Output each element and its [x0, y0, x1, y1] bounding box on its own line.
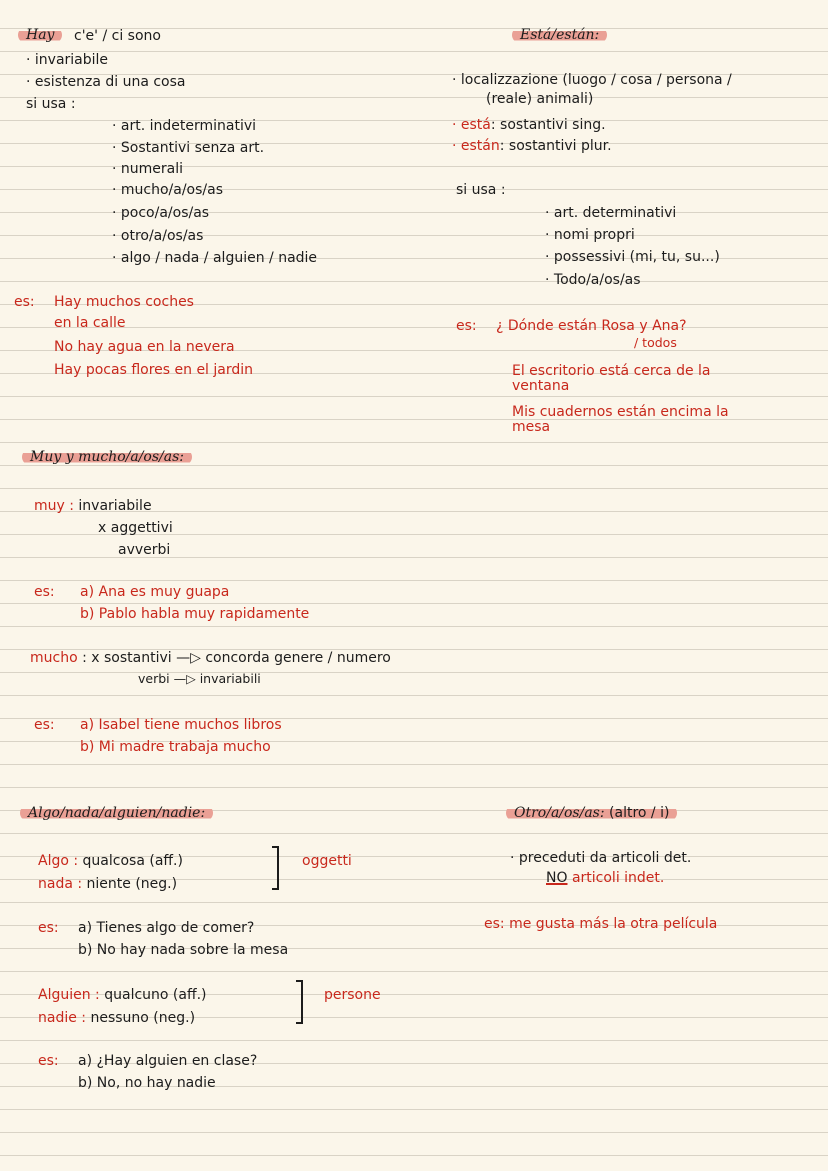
algo-line — [38, 853, 183, 869]
esta-localization: · localizzazione (luogo / cosa / persona / — [452, 72, 732, 88]
esta-example: ventana — [512, 378, 570, 394]
estan-word: · están — [452, 138, 500, 154]
alguien-label: Alguien : — [38, 987, 100, 1003]
hay-use: · art. indeterminativi — [112, 118, 257, 134]
muy-heading: Muy y mucho/a/os/as: — [22, 449, 192, 465]
esta-localization-2: (reale) animali) — [486, 91, 594, 107]
estan-plur-line — [452, 138, 612, 154]
alguien-line — [38, 987, 207, 1003]
alguien-persons-label: persone — [324, 987, 381, 1003]
nadie-desc: nessuno (neg.) — [90, 1010, 196, 1026]
esta-example-note: / todos — [634, 335, 677, 350]
otro-example-line — [484, 916, 717, 932]
mucho-line — [30, 650, 391, 666]
esta-word: · está — [452, 117, 491, 133]
alguien-desc: qualcuno (aff.) — [104, 987, 207, 1003]
hay-heading-sub: c'e' / ci sono — [74, 28, 161, 44]
otro-no-label: NO — [546, 870, 568, 886]
otro-examples-label: es: — [484, 916, 505, 932]
estan-plur-desc: : sostantivi plur. — [499, 138, 612, 154]
esta-example: ¿ Dónde están Rosa y Ana? — [496, 318, 687, 334]
muy-example: a) Ana es muy guapa — [80, 584, 230, 600]
esta-si-usa: si usa : — [456, 182, 506, 198]
mucho-desc-2: verbi —▷ invariabili — [138, 671, 261, 686]
otro-heading: Otro/a/os/as: (altro / i) — [506, 805, 677, 821]
muy-label: muy : — [34, 498, 74, 514]
muy-item: x aggettivi — [98, 520, 173, 536]
algo-example: a) Tienes algo de comer? — [78, 920, 255, 936]
muy-item: avverbi — [118, 542, 171, 558]
hay-item: · invariabile — [26, 52, 109, 68]
hay-example: Hay muchos coches — [54, 294, 194, 310]
alguien-examples-label: es: — [38, 1053, 59, 1069]
muy-example: b) Pablo habla muy rapidamente — [80, 606, 310, 622]
esta-use: · possessivi (mi, tu, su...) — [545, 249, 720, 265]
hay-use: · mucho/a/os/as — [112, 182, 224, 198]
algo-heading: Algo/nada/alguien/nadie: — [20, 805, 213, 821]
esta-use: · art. determinativi — [545, 205, 677, 221]
esta-use: · nomi propri — [545, 227, 635, 243]
otro-line: · preceduti da articoli det. — [510, 850, 692, 866]
hay-example: Hay pocas flores en el jardin — [54, 362, 254, 378]
hay-examples-label: es: — [14, 294, 35, 310]
hay-use: · numerali — [112, 161, 184, 177]
hay-use: · Sostantivi senza art. — [112, 140, 265, 156]
algo-example: b) No hay nada sobre la mesa — [78, 942, 289, 958]
alguien-example: a) ¿Hay alguien en clase? — [78, 1053, 258, 1069]
muy-examples-label: es: — [34, 584, 55, 600]
hay-use: · poco/a/os/as — [112, 205, 210, 221]
otro-example: me gusta más la otra película — [509, 916, 718, 932]
nadie-line — [38, 1010, 195, 1026]
nadie-label: nadie : — [38, 1010, 87, 1026]
hay-example: No hay agua en la nevera — [54, 339, 235, 355]
otro-indet: articoli indet. — [571, 870, 665, 886]
mucho-example: a) Isabel tiene muchos libros — [80, 717, 282, 733]
muy-desc: invariabile — [78, 498, 152, 514]
nada-label: nada : — [38, 876, 83, 892]
esta-examples-label: es: — [456, 318, 477, 334]
esta-example: El escritorio está cerca de la — [512, 363, 711, 379]
algo-examples-label: es: — [38, 920, 59, 936]
algo-desc: qualcosa (aff.) — [82, 853, 183, 869]
muy-line — [34, 498, 152, 514]
hay-heading: Hay — [18, 27, 62, 43]
alguien-bracket — [296, 980, 303, 1024]
algo-objects-label: oggetti — [302, 853, 352, 869]
nada-desc: niente (neg.) — [86, 876, 178, 892]
mucho-examples-label: es: — [34, 717, 55, 733]
otro-heading-sub: (altro / i) — [609, 805, 670, 821]
hay-item: si usa : — [26, 96, 76, 112]
hay-item: · esistenza di una cosa — [26, 74, 186, 90]
mucho-desc: : x sostantivi —▷ concorda genere / numero — [82, 650, 391, 666]
nada-line — [38, 876, 177, 892]
mucho-label: mucho — [30, 650, 78, 666]
mucho-example: b) Mi madre trabaja mucho — [80, 739, 271, 755]
hay-example: en la calle — [54, 315, 126, 331]
alguien-example: b) No, no hay nadie — [78, 1075, 216, 1091]
esta-sing-desc: : sostantivi sing. — [490, 117, 606, 133]
esta-example: Mis cuadernos están encima la — [512, 404, 729, 420]
esta-heading: Está/están: — [512, 27, 607, 43]
algo-label: Algo : — [38, 853, 79, 869]
esta-example: mesa — [512, 419, 551, 435]
algo-bracket — [272, 846, 279, 890]
hay-use: · algo / nada / alguien / nadie — [112, 250, 318, 266]
hay-use: · otro/a/os/as — [112, 228, 204, 244]
esta-use: · Todo/a/os/as — [545, 272, 641, 288]
esta-sing-line — [452, 117, 606, 133]
otro-line-2 — [546, 870, 664, 886]
